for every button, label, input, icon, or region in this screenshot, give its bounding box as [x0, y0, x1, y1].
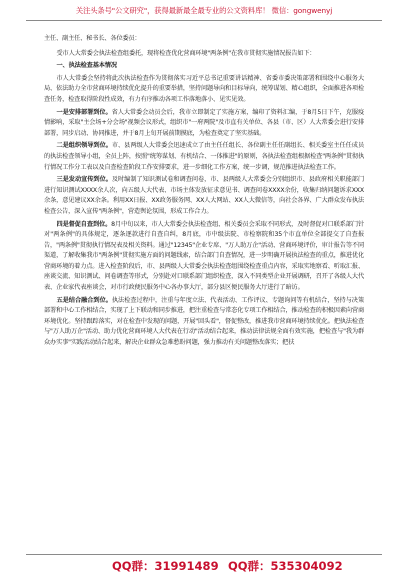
paragraph-publicity-text: 及时编制了知识测试卷和调查问卷，市、县两级人大常委会分别组织市、县政府相关职能部门进行知识测试XXXX余人次，向五级人大代表、市场主体发放征求意见书、调查问卷XXXX余份，收集归纳问题诉求XXX余条，意见建议XX余条。利用XX日报、XX政务服务网、XX人大网站、XX人大微信等，向社会各界、广大群众发布执法检查公告，深入宣传"两条例"，营造舆论氛围，形成工作合力。 [44, 176, 364, 215]
footer-divider [26, 554, 382, 555]
salutation: 主任、副主任、秘书长、各位委员： [44, 35, 141, 42]
paragraph-integration-lead: 五是结合融合到位。 [56, 296, 112, 304]
intro-paragraph: 受市人大常委会执法检查组委托，现将检查优化营商环境"两条例"在我市贯彻实施情况报告如下： [56, 49, 316, 57]
paragraph-leadership-text: 市、县两级人大常委会迅速成立了由主任任组长、各位副主任任副组长、相关委室主任任成员的执法检查领导小组，全员上阵，按照"统筹谋划、有机结合、一体推进"的原则，各执法检查组根据检查"两条例"贯彻执行情况工作分工表以及自查检查阶段工作安排要求，进一步细化工作方案，统一步调，规范推进执法检查工作。 [44, 142, 364, 171]
qq-group-1[interactable]: QQ群：31991489 [112, 559, 219, 573]
paragraph-deployment [44, 108, 364, 140]
paragraph-self-inspection [44, 220, 364, 294]
section-heading-1: 一、执法检查基本情况 [56, 62, 117, 70]
paragraph-integration [44, 296, 364, 349]
footer [0, 558, 408, 574]
paragraph-integration-text: 执法检查过程中，注重与年度立法、代表活动、工作评议、专题询问等有机结合，坚持与决策部署和中心工作相结合，实现了上下联动和同步推进，把注重检查与常态化专项工作相结合，推动检查的积极因素向营商环境优化。坚持跟踪落实，对在检查中发现的问题，开展"回头看"，督促整改，推进我市营商环境持续优化。把执法检查与"万人助万企"活动、助力优化营商环境人大代表在行动"活动结合起来，推动法律法规全面有效实施，把检查与"我为群众办实事"实践活动结合起来，解决企业群众急难愁盼问题，强力推动有关问题整改落实；把扶 [44, 296, 364, 347]
document-body [44, 34, 364, 351]
promo-banner[interactable]: 关注头条号"公文研究"，获得最新最全最专业的公文资料库！ 微信：gongwenyj [75, 6, 333, 15]
paragraph-deployment-lead: 一是安排部署到位。 [56, 108, 112, 116]
paragraph-publicity-lead: 三是发动宣传到位。 [56, 176, 112, 184]
paragraph-leadership-lead: 二是组织领导到位。 [56, 142, 112, 150]
qq-group-2[interactable]: QQ群：535304092 [228, 559, 343, 573]
paragraph-self-inspection-lead: 四是督促自查到位。 [56, 220, 112, 228]
paragraph-deployment-text: 省人大常委会动员会后，我市立即制定了实施方案，编印了资料汇编，于8月5日下午，克服疫情影响，采取"主会场+分会场"视频会议形式，组织市"一府两院"及市直有关单位、各县（市、区）人大常委会进行安排部署，同步启动、协同推进，并于8月上旬开展前期摸底，为检查奠定了坚实基础。 [44, 108, 364, 137]
paragraph-publicity [44, 175, 364, 217]
paragraph-leadership [44, 141, 364, 173]
paragraph-self-inspection-text: 8月中旬以来，市人大常委会执法检查组、相关委员会采取不同形式，及时督促对口联系部门针对"两条例"的具体规定，逐条逐款进行自查自纠，8月底，市中级法院、市检察院和35个市直单位全部提交了自查报告，"两条例"贯彻执行情况表及相关资料。通过"12345"企业专席、"万人助万企"活动、营商环境评价，审计报告等不同渠道，了解收集我市"两条例"贯彻实施方面的问题线索，结合部门自查情况，进一步明确开展执法检查的重点，推进优化营商环境的着力点。进入检查阶段后，市、县两级人大常委会执法检查组围绕检查重点内容，采取实地察看、听取汇报、座谈交流、知识测试、问卷调查等形式，分别赴对口联系部门组织检查，深入不同类型企业开展调研，召开了各级人大代表、企业家代表座谈会，对市行政便民服务中心各办事大厅，部分县区便民服务大厅进行了暗访。 [44, 220, 364, 292]
header-divider [26, 20, 382, 21]
section-1-paragraph: 市人大常委会坚持将此次执法检查作为贯彻落实习近平总书记重要讲话精神、省委市委决策部署和围绕中心服务大局、依法助力全市营商环境持续优化提升的重要举措，坚持问题导向和目标导向，统筹谋划、精心组织，全面推进各项检查任务，检查取得阶段性成效，有力有序推动各项工作落地落小、见实见效。 [44, 74, 364, 103]
